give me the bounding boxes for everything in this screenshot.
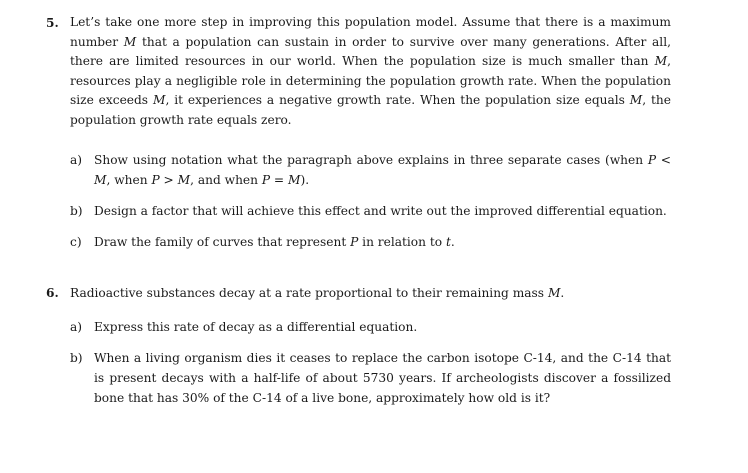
sub-question-text: Express this rate of decay as a differential equation. xyxy=(94,320,418,334)
math-variable: M xyxy=(123,34,137,49)
sub-question-text: Draw the family of curves that represent P in relation to t. xyxy=(94,234,455,249)
sub-question-label: b) xyxy=(70,203,83,218)
math-variable: M xyxy=(152,93,166,108)
sub-question-list xyxy=(46,317,671,408)
sub-question-label: b) xyxy=(70,351,83,365)
sub-question-a xyxy=(70,317,671,337)
math-expression: P < M xyxy=(94,152,671,187)
math-variable: M xyxy=(547,286,561,300)
math-variable: M xyxy=(654,54,668,69)
sub-question-b xyxy=(70,201,671,221)
math-expression: P > M xyxy=(151,172,191,187)
sub-question-text: When a living organism dies it ceases to replace the carbon isotope C-14, and the C-14 that is present decays with a half-life of about 5730 years. If archeologists discover a fossilized bone that has 30% of the C-14 of a live bone, approximately how old is it? xyxy=(94,351,671,405)
problem-number: 6. xyxy=(46,286,59,300)
math-variable: P xyxy=(350,234,359,249)
math-variable: M xyxy=(629,93,643,108)
problem-6 xyxy=(46,283,671,419)
sub-question-text: Show using notation what the paragraph above explains in three separate cases (when P < M, when P > M, and when P = M). xyxy=(94,152,671,187)
sub-question-label: a) xyxy=(70,320,83,334)
math-expression: P = M xyxy=(261,172,301,187)
problem-number: 5. xyxy=(46,16,59,30)
sub-question-b xyxy=(70,348,671,408)
sub-question-a xyxy=(70,150,671,190)
sub-question-label: c) xyxy=(70,234,82,249)
problem-5 xyxy=(46,13,671,263)
problem-statement: Let’s take one more step in improving this population model. Assume that there is a maximum number M that a population can sustain in order to survive over many generations. After all, there are limited resources in our world. When the population size is much smaller than M, resources play a negligible role in determining the population growth rate. When the population size exceeds M, it experiences a negative growth rate. When the population size equals M, the population growth rate equals zero. xyxy=(70,15,671,127)
sub-question-label: a) xyxy=(70,152,83,167)
problem-statement: Radioactive substances decay at a rate proportional to their remaining mass M. xyxy=(70,286,565,300)
sub-question-c xyxy=(70,232,671,252)
math-variable: t xyxy=(445,234,451,249)
sub-question-list xyxy=(46,150,671,252)
sub-question-text: Design a factor that will achieve this effect and write out the improved differential equation. xyxy=(94,203,667,218)
